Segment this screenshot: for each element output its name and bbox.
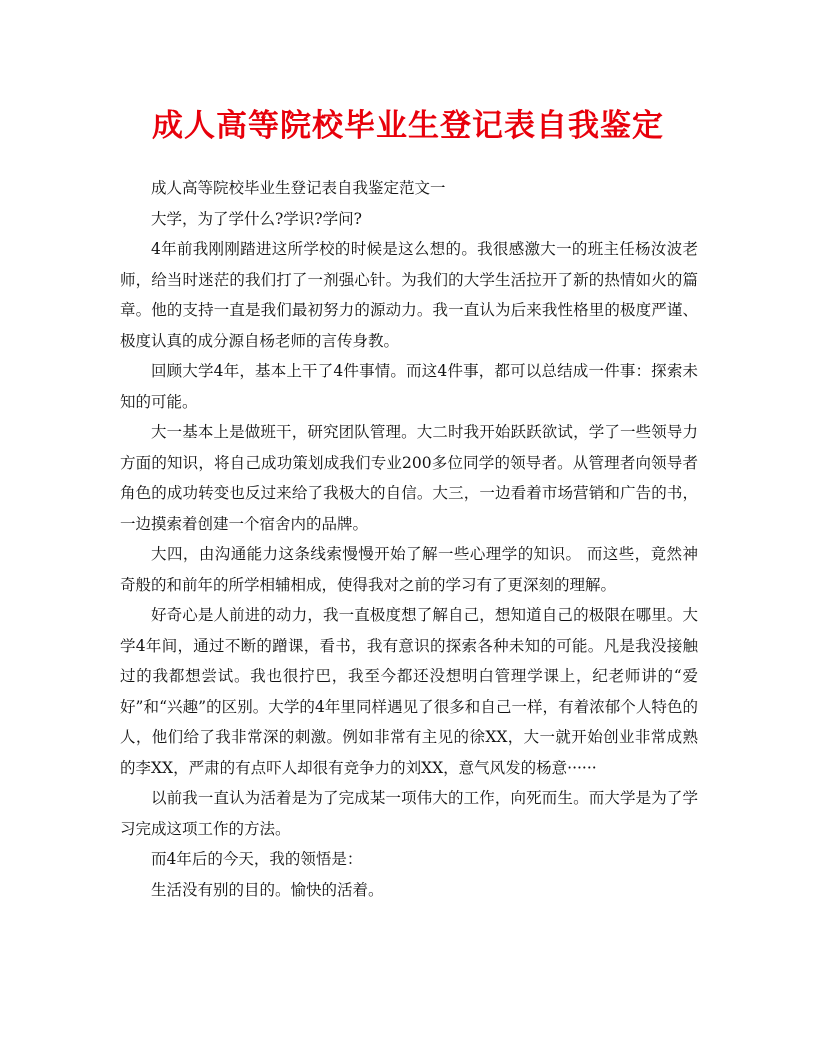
paragraph: 大一基本上是做班干，研究团队管理。大二时我开始跃跃欲试，学了一些领导力方面的知识，将自己成功策划成我们专业200多位同学的领导者。从管理者向领导者角色的成功转变也反过来给了我极大的自信。大三，一边看着市场营销和广告的书，一边摸索着创建一个宿舍内的品牌。 xyxy=(120,423,698,533)
paragraph: 以前我一直认为活着是为了完成某一项伟大的工作，向死而生。而大学是为了学习完成这项工作的方法。 xyxy=(120,789,698,838)
paragraph: 4年前我刚刚踏进这所学校的时候是这么想的。我很感激大一的班主任杨汝波老师，给当时迷茫的我们打了一剂强心针。为我们的大学生活拉开了新的热情如火的篇章。他的支持一直是我们最初努力的源动力。我一直认为后来我性格里的极度严谨、极度认真的成分源自杨老师的言传身教。 xyxy=(120,240,698,350)
document-body xyxy=(120,173,698,905)
paragraph: 回顾大学4年，基本上干了4件事情。而这4件事，都可以总结成一件事：探索未知的可能。 xyxy=(120,362,698,411)
paragraph: 好奇心是人前进的动力，我一直极度想了解自己，想知道自己的极限在哪里。大学4年间，通过不断的蹭课，看书，我有意识的探索各种未知的可能。凡是我没接触过的我都想尝试。我也很拧巴，我至今都还没想明白管理学课上，纪老师讲的“爱好”和“兴趣”的区别。大学的4年里同样遇见了很多和自己一样，有着浓郁个人特色的人，他们给了我非常深的刺激。例如非常有主见的徐XX，大一就开始创业非常成熟的李XX，严肃的有点吓人却很有竞争力的刘XX，意气风发的杨意······ xyxy=(120,606,698,777)
paragraph: 生活没有别的目的。愉快的活着。 xyxy=(151,880,384,899)
document-title: 成人高等院校毕业生登记表自我鉴定 xyxy=(152,108,664,144)
paragraph: 大四，由沟通能力这条线索慢慢开始了解一些心理学的知识。 而这些，竟然神奇般的和前年的所学相辅相成，使得我对之前的学习有了更深刻的理解。 xyxy=(120,545,698,594)
paragraph: 大学，为了学什么?学识?学问? xyxy=(151,209,362,228)
paragraph-heading: 成人高等院校毕业生登记表自我鉴定范文一 xyxy=(151,179,446,197)
paragraph: 而4年后的今天，我的领悟是： xyxy=(151,850,363,868)
